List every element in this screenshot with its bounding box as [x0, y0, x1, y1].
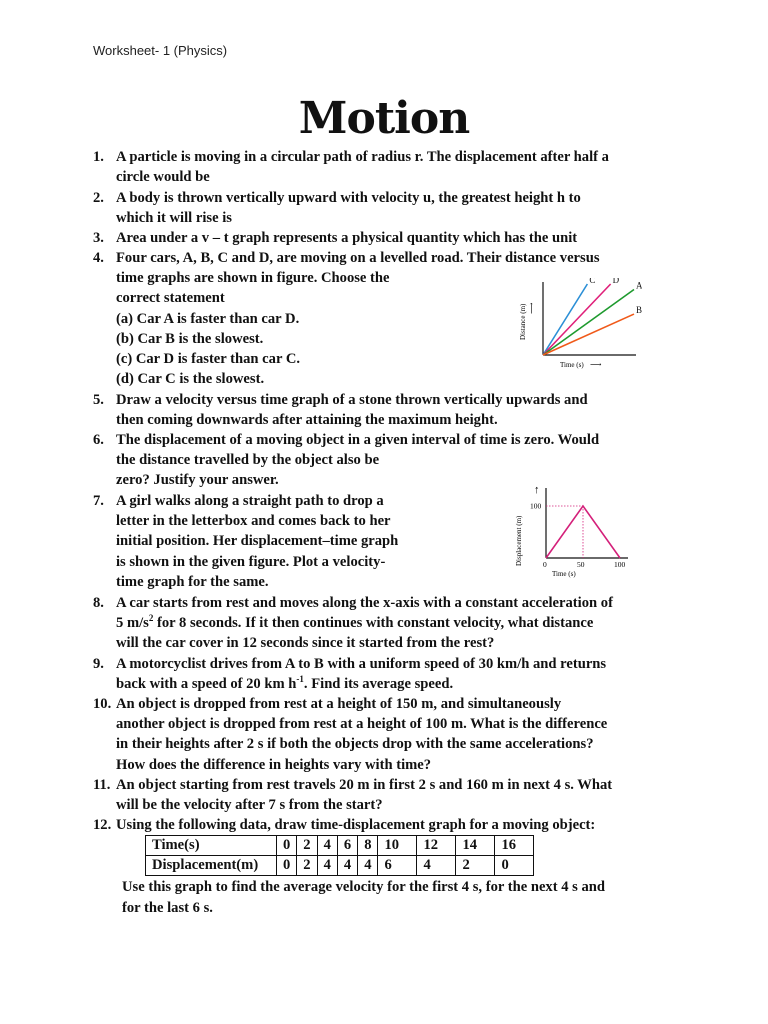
question-line: in their heights after 2 s if both the objects drop with the same accelerations?: [116, 736, 594, 753]
line-part: for 8 seconds. If it then continues with constant velocity, what distance: [157, 615, 594, 632]
data-table: [145, 835, 534, 876]
table-cell: 4: [337, 856, 357, 876]
option-d: (d) Car C is the slowest.: [116, 371, 265, 388]
question-line: Draw a velocity versus time graph of a stone thrown vertically upwards and: [116, 392, 588, 408]
y-axis-label: Distance (m): [519, 303, 527, 340]
question-number: 3.: [93, 230, 104, 246]
series-line-a: [543, 289, 634, 355]
table-cell: 8: [358, 836, 378, 856]
question-line: the distance travelled by the object also be: [116, 452, 380, 469]
x-tick-label: 100: [614, 560, 626, 569]
table-cell: 4: [317, 856, 337, 876]
question-number: 10.: [93, 696, 112, 712]
option-c: (c) Car D is faster than car C.: [116, 351, 301, 368]
question-line: is shown in the given figure. Plot a velocity-: [116, 553, 386, 570]
distance-time-chart: [512, 278, 642, 370]
question-number: 8.: [93, 595, 104, 611]
question-line: correct statement: [116, 290, 225, 307]
table-cell: 2: [297, 856, 317, 876]
question-line: [116, 674, 606, 694]
question-line: An object is dropped from rest at a height of 150 m, and simultaneously: [116, 696, 562, 712]
y-axis-label: Displacement (m): [515, 515, 523, 566]
page-title: Motion: [298, 93, 470, 144]
question-line: initial position. Her displacement–time graph: [116, 533, 399, 550]
question-line: letter in the letterbox and comes back to her: [116, 513, 391, 530]
question-line: another object is dropped from rest at a height of 100 m. What is the difference: [116, 716, 608, 733]
question-line: will the car cover in 12 seconds since it started from the rest?: [116, 635, 495, 652]
series-label-d: D: [612, 278, 620, 285]
table-cell: 2: [297, 836, 317, 856]
table-cell: 6: [337, 836, 357, 856]
question-number: 4.: [93, 250, 104, 266]
option-a: (a) Car A is faster than car D.: [116, 310, 300, 327]
question-line: which it will rise is: [116, 210, 232, 227]
y-axis-arrow: ⟶: [527, 302, 536, 314]
question-number: 5.: [93, 392, 104, 408]
question-12-followup: Use this graph to find the average velocity for the first 4 s, for the next 4 s and: [122, 879, 606, 895]
question-line: The displacement of a moving object in a given interval of time is zero. Would: [116, 432, 600, 448]
question-number: 1.: [93, 149, 104, 165]
x-tick-label: 0: [543, 560, 547, 569]
table-cell: 14: [456, 836, 495, 856]
table-cell: Displacement(m): [146, 856, 277, 876]
displacement-line: [546, 506, 620, 558]
x-axis-label: Time (s): [552, 570, 576, 578]
table-cell: 4: [417, 856, 456, 876]
question-line: A car starts from rest and moves along the x-axis with a constant acceleration of: [116, 595, 613, 611]
table-cell: 6: [378, 856, 417, 876]
question-line: An object starting from rest travels 20 m in first 2 s and 160 m in next 4 s. What: [116, 777, 613, 793]
question-line: [116, 613, 613, 633]
question-line: then coming downwards after attaining the maximum height.: [116, 412, 498, 429]
superscript: -1: [296, 674, 304, 685]
question-number: 7.: [93, 493, 104, 509]
series-label-a: A: [636, 280, 642, 291]
table-cell: Time(s): [146, 836, 277, 856]
series-line-d: [543, 284, 611, 355]
line-part: back with a speed of 20 km h: [116, 676, 297, 693]
question-line: zero? Justify your answer.: [116, 472, 279, 489]
line-part: . Find its average speed.: [303, 676, 454, 693]
table-cell: 16: [495, 836, 534, 856]
table-cell: 4: [317, 836, 337, 856]
series-label-c: C: [589, 278, 596, 285]
question-number: 12.: [93, 817, 112, 833]
question-line: Using the following data, draw time-displacement graph for a moving object:: [116, 817, 596, 833]
x-axis-arrow: ⟶: [590, 360, 602, 369]
table-cell: 0: [277, 856, 297, 876]
worksheet-header: Worksheet- 1 (Physics): [93, 43, 228, 58]
table-cell: 0: [495, 856, 534, 876]
y-tick-label: 100: [530, 501, 542, 511]
question-line: time graphs are shown in figure. Choose the: [116, 270, 390, 287]
table-cell: 12: [417, 836, 456, 856]
table-cell: 2: [456, 856, 495, 876]
question-line: How does the difference in heights vary with time?: [116, 756, 432, 773]
question-number: 6.: [93, 432, 104, 448]
table-cell: 4: [358, 856, 378, 876]
series-label-b: B: [636, 305, 642, 316]
x-tick-label: 50: [577, 560, 585, 569]
question-12-followup: for the last 6 s.: [122, 900, 213, 916]
question-number: 9.: [93, 656, 104, 672]
question-line: will be the velocity after 7 s from the start?: [116, 797, 383, 814]
question-line: Area under a v – t graph represents a physical quantity which has the unit: [116, 230, 578, 246]
question-number: 11.: [93, 777, 111, 793]
superscript: 2: [148, 613, 154, 624]
option-b: (b) Car B is the slowest.: [116, 330, 264, 347]
question-line: time graph for the same.: [116, 573, 269, 590]
question-line: A motorcyclist drives from A to B with a uniform speed of 30 km/h and returns: [116, 656, 607, 672]
question-line: circle would be: [116, 169, 210, 186]
y-axis-arrow: ↑: [534, 484, 540, 496]
table-row-time: [146, 836, 534, 856]
line-part: 5 m/s: [116, 615, 149, 632]
question-number: 2.: [93, 190, 104, 206]
displacement-time-chart: [510, 480, 635, 580]
question-line: A particle is moving in a circular path of radius r. The displacement after half a: [116, 149, 609, 165]
table-cell: 10: [378, 836, 417, 856]
question-line: Four cars, A, B, C and D, are moving on a levelled road. Their distance versus: [116, 250, 600, 266]
table-row-displacement: [146, 856, 534, 876]
question-line: A girl walks along a straight path to drop a: [116, 493, 384, 509]
table-cell: 0: [277, 836, 297, 856]
x-axis-label: Time (s): [560, 361, 584, 369]
question-line: A body is thrown vertically upward with velocity u, the greatest height h to: [116, 190, 581, 206]
